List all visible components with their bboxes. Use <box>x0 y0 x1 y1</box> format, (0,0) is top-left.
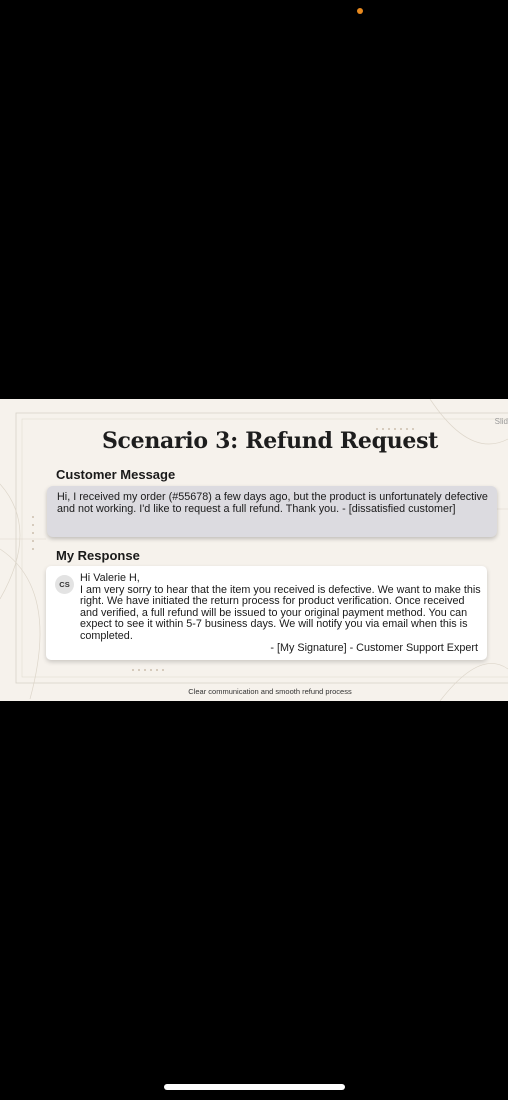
customer-message-box <box>47 486 497 537</box>
presentation-slide <box>0 399 508 701</box>
home-indicator-bar[interactable] <box>164 1084 345 1090</box>
customer-message-heading: Customer Message <box>56 467 176 482</box>
response-greeting: Hi Valerie H, <box>80 572 140 584</box>
response-box <box>46 566 487 660</box>
slide-title: Scenario 3: Refund Request <box>101 428 439 454</box>
slide-number-tag: Slid <box>494 417 508 426</box>
my-response-heading: My Response <box>56 548 140 563</box>
status-indicator-dot <box>357 8 363 14</box>
response-signature: - [My Signature] - Customer Support Expert <box>270 642 478 654</box>
slide-footer: Clear communication and smooth refund process <box>188 687 352 696</box>
response-text <box>80 573 483 642</box>
response-body: I am very sorry to hear that the item you received is defective. We want to make this right. We have initiated the return process for product verification. Once received and verified, a full refund will be issued to your original payment method. You can expect to see it within 5-7 business days. We will notify you via email when this is completed. <box>80 583 481 642</box>
support-avatar: CS <box>55 575 74 594</box>
customer-message-text: Hi, I received my order (#55678) a few days ago, but the product is unfortunately defective and not working. I'd like to request a full refund. Thank you. - [dissatisfied customer] <box>57 491 488 515</box>
